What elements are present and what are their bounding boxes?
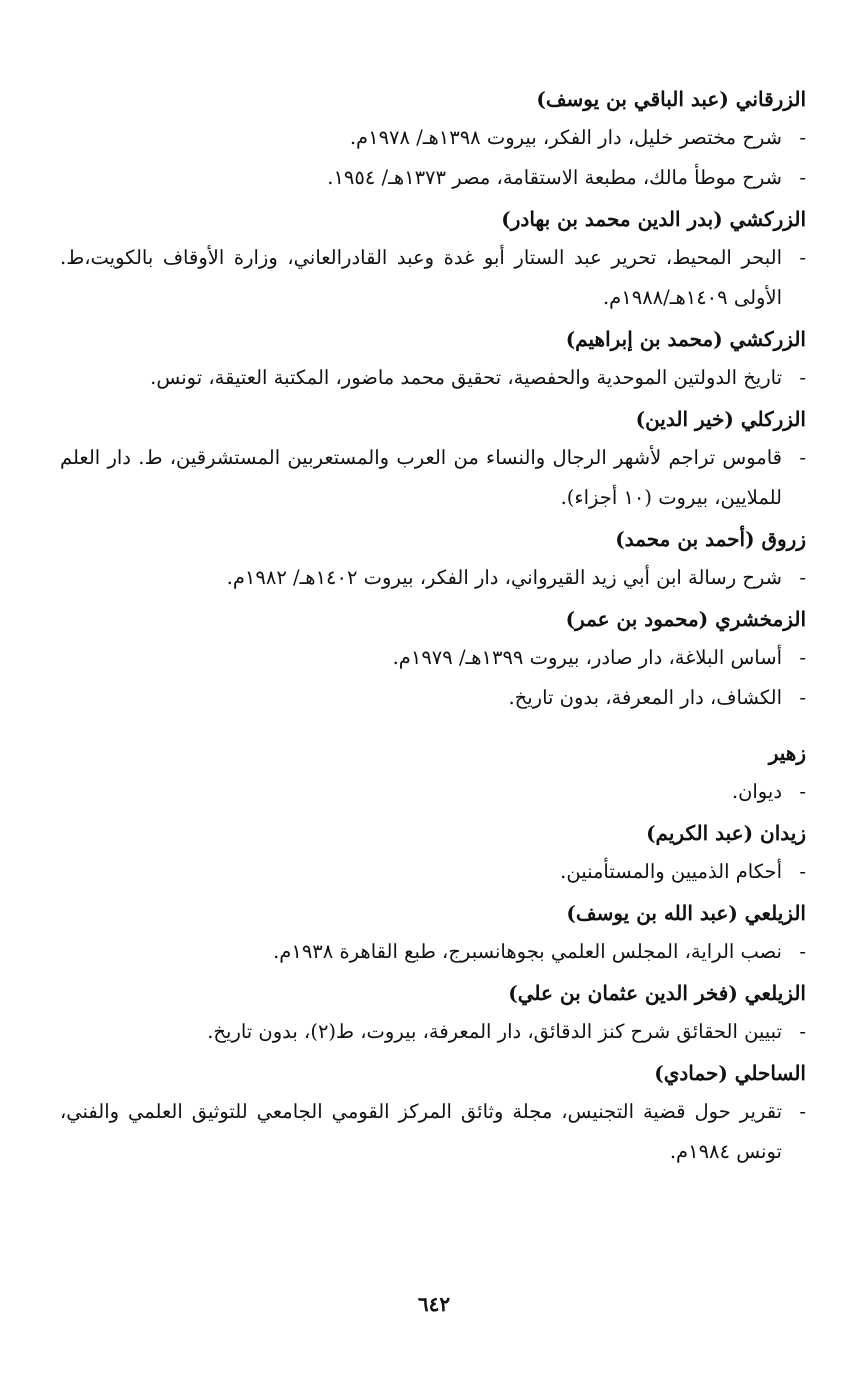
bibliography-entry xyxy=(60,524,806,598)
work-item xyxy=(60,852,806,892)
bibliography-entry xyxy=(60,204,806,318)
author-heading: الزركشي (محمد بن إبراهيم) xyxy=(565,327,806,351)
work-item xyxy=(60,158,806,198)
works-list xyxy=(60,1092,806,1172)
works-list xyxy=(60,118,806,198)
work-item xyxy=(60,638,806,678)
dash-marker: - xyxy=(799,686,806,709)
work-text: تاريخ الدولتين الموحدية والحفصية، تحقيق محمد ماضور، المكتبة العتيقة، تونس. xyxy=(150,366,782,389)
author-heading: الزركلي (خير الدين) xyxy=(635,407,806,431)
author-heading: الزرقاني (عبد الباقي بن يوسف) xyxy=(536,87,806,111)
author-heading: الساحلي (حمادي) xyxy=(654,1061,806,1085)
work-item xyxy=(60,772,806,812)
work-text: أساس البلاغة، دار صادر، بيروت ١٣٩٩هـ/ ١٩٧٩م. xyxy=(392,646,782,669)
dash-marker: - xyxy=(799,1100,806,1123)
work-item xyxy=(60,1092,806,1172)
bibliography-entry xyxy=(60,324,806,398)
page-number: ٦٤٢ xyxy=(417,1292,451,1316)
author-heading: زيدان (عبد الكريم) xyxy=(646,821,806,845)
bibliography-entry xyxy=(60,898,806,972)
work-item xyxy=(60,678,806,718)
dash-marker: - xyxy=(799,780,806,803)
work-text: البحر المحيط، تحرير عبد الستار أبو غدة وعبد القادرالعاني، وزارة الأوقاف بالكويت،ط. الأولى ١٤٠٩هـ/١٩٨٨م. xyxy=(60,246,782,309)
bibliography-entry xyxy=(60,1058,806,1172)
author-heading: الزمخشري (محمود بن عمر) xyxy=(565,607,806,631)
dash-marker: - xyxy=(799,566,806,589)
work-item xyxy=(60,358,806,398)
work-text: قاموس تراجم لأشهر الرجال والنساء من العرب والمستعربين المستشرقين، ط. دار العلم للملايين، بيروت (١٠ أجزاء). xyxy=(60,446,782,509)
dash-marker: - xyxy=(799,126,806,149)
dash-marker: - xyxy=(799,166,806,189)
work-item xyxy=(60,932,806,972)
works-list xyxy=(60,852,806,892)
work-item xyxy=(60,1012,806,1052)
author-heading: الزيلعي (عبد الله بن يوسف) xyxy=(566,901,806,925)
author-heading: الزيلعي (فخر الدين عثمان بن علي) xyxy=(508,981,806,1005)
work-item xyxy=(60,438,806,518)
author-heading: زهير xyxy=(768,741,806,765)
work-text: شرح مختصر خليل، دار الفكر، بيروت ١٣٩٨هـ/ ١٩٧٨م. xyxy=(349,126,782,149)
bibliography-entry xyxy=(60,978,806,1052)
bibliography-entry xyxy=(60,84,806,198)
work-text: تبيين الحقائق شرح كنز الدقائق، دار المعرفة، بيروت، ط(٢)، بدون تاريخ. xyxy=(207,1020,782,1043)
bibliography-entry xyxy=(60,404,806,518)
dash-marker: - xyxy=(799,446,806,469)
work-text: نصب الراية، المجلس العلمي بجوهانسبرج، طبع القاهرة ١٩٣٨م. xyxy=(273,940,782,963)
work-item xyxy=(60,118,806,158)
work-text: شرح رسالة ابن أبي زيد القيرواني، دار الفكر، بيروت ١٤٠٢هـ/ ١٩٨٢م. xyxy=(226,566,782,589)
work-text: ديوان. xyxy=(731,780,782,803)
bibliography-entry xyxy=(60,738,806,812)
work-text: تقرير حول قضية التجنيس، مجلة وثائق المركز القومي الجامعي للتوثيق العلمي والفني، تونس ١٩٨٤م. xyxy=(60,1100,782,1163)
author-heading: زروق (أحمد بن محمد) xyxy=(615,527,806,551)
work-item xyxy=(60,238,806,318)
works-list xyxy=(60,638,806,718)
works-list xyxy=(60,932,806,972)
dash-marker: - xyxy=(799,1020,806,1043)
bibliography-entry xyxy=(60,604,806,718)
work-item xyxy=(60,558,806,598)
work-text: الكشاف، دار المعرفة، بدون تاريخ. xyxy=(508,686,782,709)
dash-marker: - xyxy=(799,646,806,669)
work-text: شرح موطأ مالك، مطبعة الاستقامة، مصر ١٣٧٣هـ/ ١٩٥٤. xyxy=(327,166,782,189)
dash-marker: - xyxy=(799,860,806,883)
work-text: أحكام الذميين والمستأمنين. xyxy=(560,860,782,883)
works-list xyxy=(60,238,806,318)
dash-marker: - xyxy=(799,366,806,389)
dash-marker: - xyxy=(799,246,806,269)
bibliography-page xyxy=(60,78,806,1172)
works-list xyxy=(60,438,806,518)
works-list xyxy=(60,772,806,812)
works-list xyxy=(60,558,806,598)
works-list xyxy=(60,1012,806,1052)
dash-marker: - xyxy=(799,940,806,963)
works-list xyxy=(60,358,806,398)
bibliography-entry xyxy=(60,818,806,892)
author-heading: الزركشي (بدر الدين محمد بن بهادر) xyxy=(501,207,806,231)
